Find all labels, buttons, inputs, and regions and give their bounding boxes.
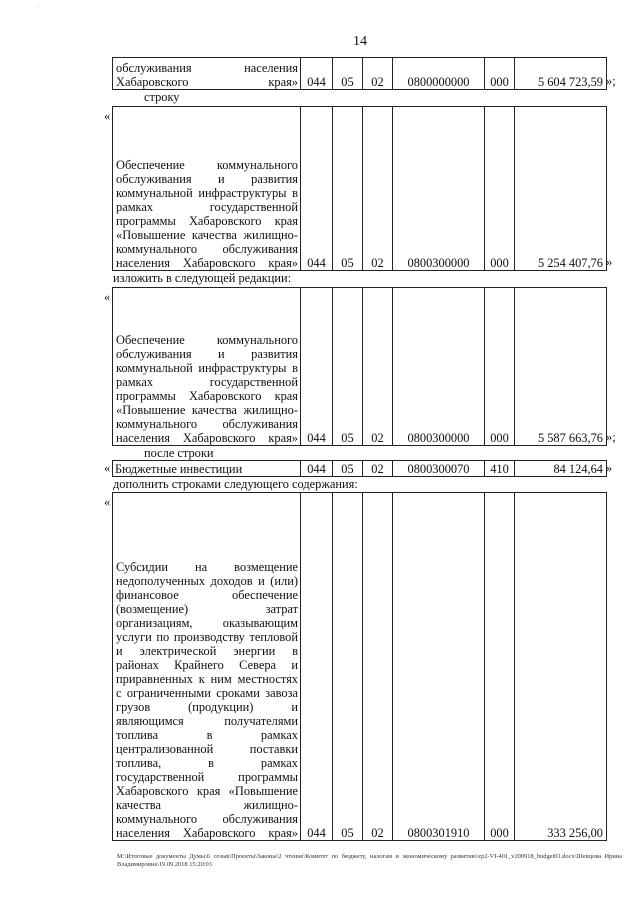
close-quote: »: [606, 461, 613, 475]
code-subsection: 02: [363, 461, 393, 477]
table-row-old: [112, 106, 607, 271]
row-label: Бюджетные инвестиции: [113, 461, 301, 477]
row-amount: 5 587 663,76: [515, 288, 607, 446]
code-expense-type: 000: [485, 493, 515, 841]
close-quote: »;: [606, 430, 616, 444]
code-section: 05: [333, 107, 363, 271]
row-amount: 84 124,64: [515, 461, 607, 477]
open-quote: «: [104, 290, 111, 304]
code-ministry: 044: [301, 493, 333, 841]
scan-artifact: ˙: [36, 4, 39, 13]
code-subsection: 02: [363, 107, 393, 271]
code-expense-type: 000: [485, 288, 515, 446]
code-subsection: 02: [363, 58, 393, 90]
instruction-text: после строки: [144, 446, 214, 460]
row-amount: 333 256,00: [515, 493, 607, 841]
row-label: Обеспечение коммунального обслуживания и развития коммунальной инфраструктуры в рамках государственной программы Хабаровского края «Повышение качества жилищно-коммунального обслуживания населения Хабаровского края»: [113, 288, 301, 446]
code-expense-type: 000: [485, 58, 515, 90]
page-number: 14: [353, 34, 367, 49]
open-quote: «: [104, 461, 111, 475]
code-section: 05: [333, 493, 363, 841]
code-target: 0800301910: [393, 493, 485, 841]
file-path-footer: М:\Итоговые документы Думы\6 созыв\Проекты\Законы\2 чтение\Комитет по бюджету, налогам и экономическому развитию\zp2-VI-401_v200918_budget01.docx\Шевцова Ирина Владимировна\19.09.2018 15:20:03: [117, 853, 622, 868]
code-target: 0800300000: [393, 107, 485, 271]
code-section: 05: [333, 461, 363, 477]
code-target: 0800000000: [393, 58, 485, 90]
row-label: Субсидии на возмещение недополученных доходов и (или) финансовое обеспечение (возмещение) затрат организациям, оказывающим услуги по производству тепловой и электрической энергии в районах Крайнего Севера и приравненных к ним местностях с ограниченными сроками завоза грузов (продукции) и являющимся получателями топлива в рамках централизованной поставки топлива, в рамках государственной программы Хабаровского края «Повышение качества жилищно-коммунального обслуживания населения Хабаровского края»: [113, 493, 301, 841]
code-ministry: 044: [301, 288, 333, 446]
instruction-text: строку: [144, 90, 180, 104]
row-label: Обеспечение коммунального обслуживания и развития коммунальной инфраструктуры в рамках государственной программы Хабаровского края «Повышение качества жилищно-коммунального обслуживания населения Хабаровского края»: [113, 107, 301, 271]
code-ministry: 044: [301, 58, 333, 90]
instruction-text: изложить в следующей редакции:: [113, 271, 292, 285]
table-row-new: [112, 287, 607, 446]
row-amount: 5 604 723,59: [515, 58, 607, 90]
code-target: 0800300070: [393, 461, 485, 477]
code-section: 05: [333, 58, 363, 90]
code-ministry: 044: [301, 107, 333, 271]
code-expense-type: 410: [485, 461, 515, 477]
open-quote: «: [104, 495, 111, 509]
close-quote: »: [606, 255, 613, 269]
row-label: обслуживания населения Хабаровского края»: [113, 58, 301, 90]
table-row-added: [112, 492, 607, 841]
code-ministry: 044: [301, 461, 333, 477]
table-row-after: [112, 460, 607, 477]
code-subsection: 02: [363, 288, 393, 446]
code-section: 05: [333, 288, 363, 446]
code-subsection: 02: [363, 493, 393, 841]
code-expense-type: 000: [485, 107, 515, 271]
table-row-before: [112, 57, 607, 90]
instruction-text: дополнить строками следующего содержания:: [113, 477, 358, 491]
open-quote: «: [104, 109, 111, 123]
row-amount: 5 254 407,76: [515, 107, 607, 271]
code-target: 0800300000: [393, 288, 485, 446]
close-quote: »;: [606, 74, 616, 88]
